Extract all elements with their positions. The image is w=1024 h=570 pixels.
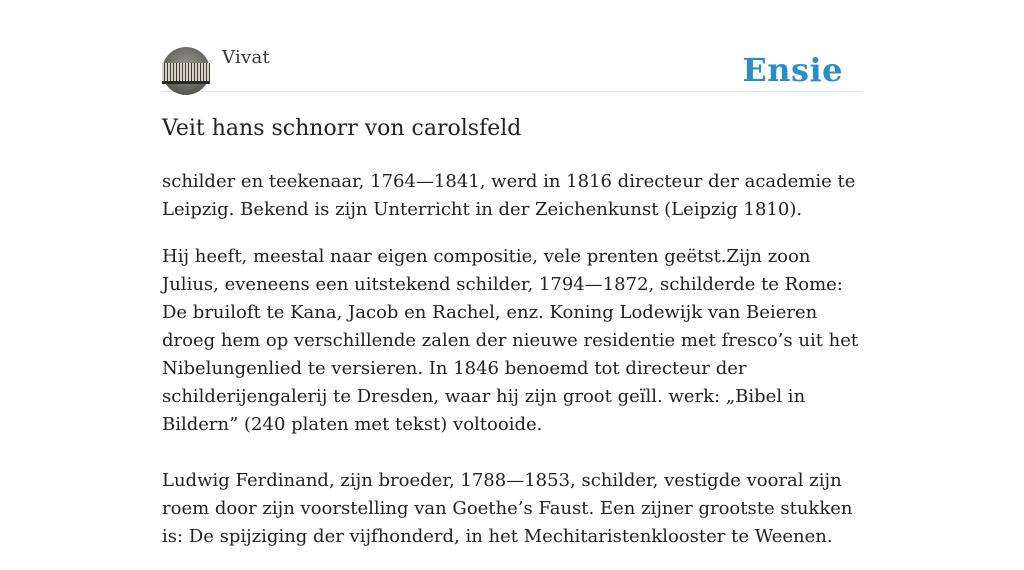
author-name[interactable]: Vivat [222,47,271,68]
paragraph: schilder en teekenaar, 1764—1841, werd in 1816 directeur der academie te Leipzig. Bekend is zijn Unterricht in der Zeichenkunst (Leipzig 1810). [162,171,856,220]
article-title: Veit hans schnorr von carolsfeld [162,116,522,141]
page [162,0,862,547]
header [162,0,862,92]
article-body [162,168,862,570]
bookshelf-avatar-icon [162,63,210,81]
brand-logo[interactable]: Ensie [742,51,843,89]
paragraph: Hij heeft, meestal naar eigen compositie, vele prenten geëtst.Zijn zoon Julius, eveneens een uitstekend schilder, 1794—1872, schilderde te Rome: De bruiloft te Kana, Jacob en Rachel, enz. Koning Lodewijk van Beieren droeg hem op verschillende zalen der nieuwe residentie met fresco’s uit het Nibelungenlied te versieren. In 1846 benoemd tot directeur der schilderijengalerij te Dresden, waar hij zijn groot geïll. werk: „Bibel in Bildern” (240 platen met tekst) voltooide. Ludwig Ferdinand, zijn broeder, 1788—1853, schilder, vestigde vooral zijn roem door zijn voorstelling van Goethe’s Faust. Een zijner grootste stukken is: De spijziging der vijfhonderd, in het Mechitaristenklooster te Weenen. [162,246,859,547]
author-avatar[interactable] [162,47,210,95]
shelf-line [162,81,210,84]
